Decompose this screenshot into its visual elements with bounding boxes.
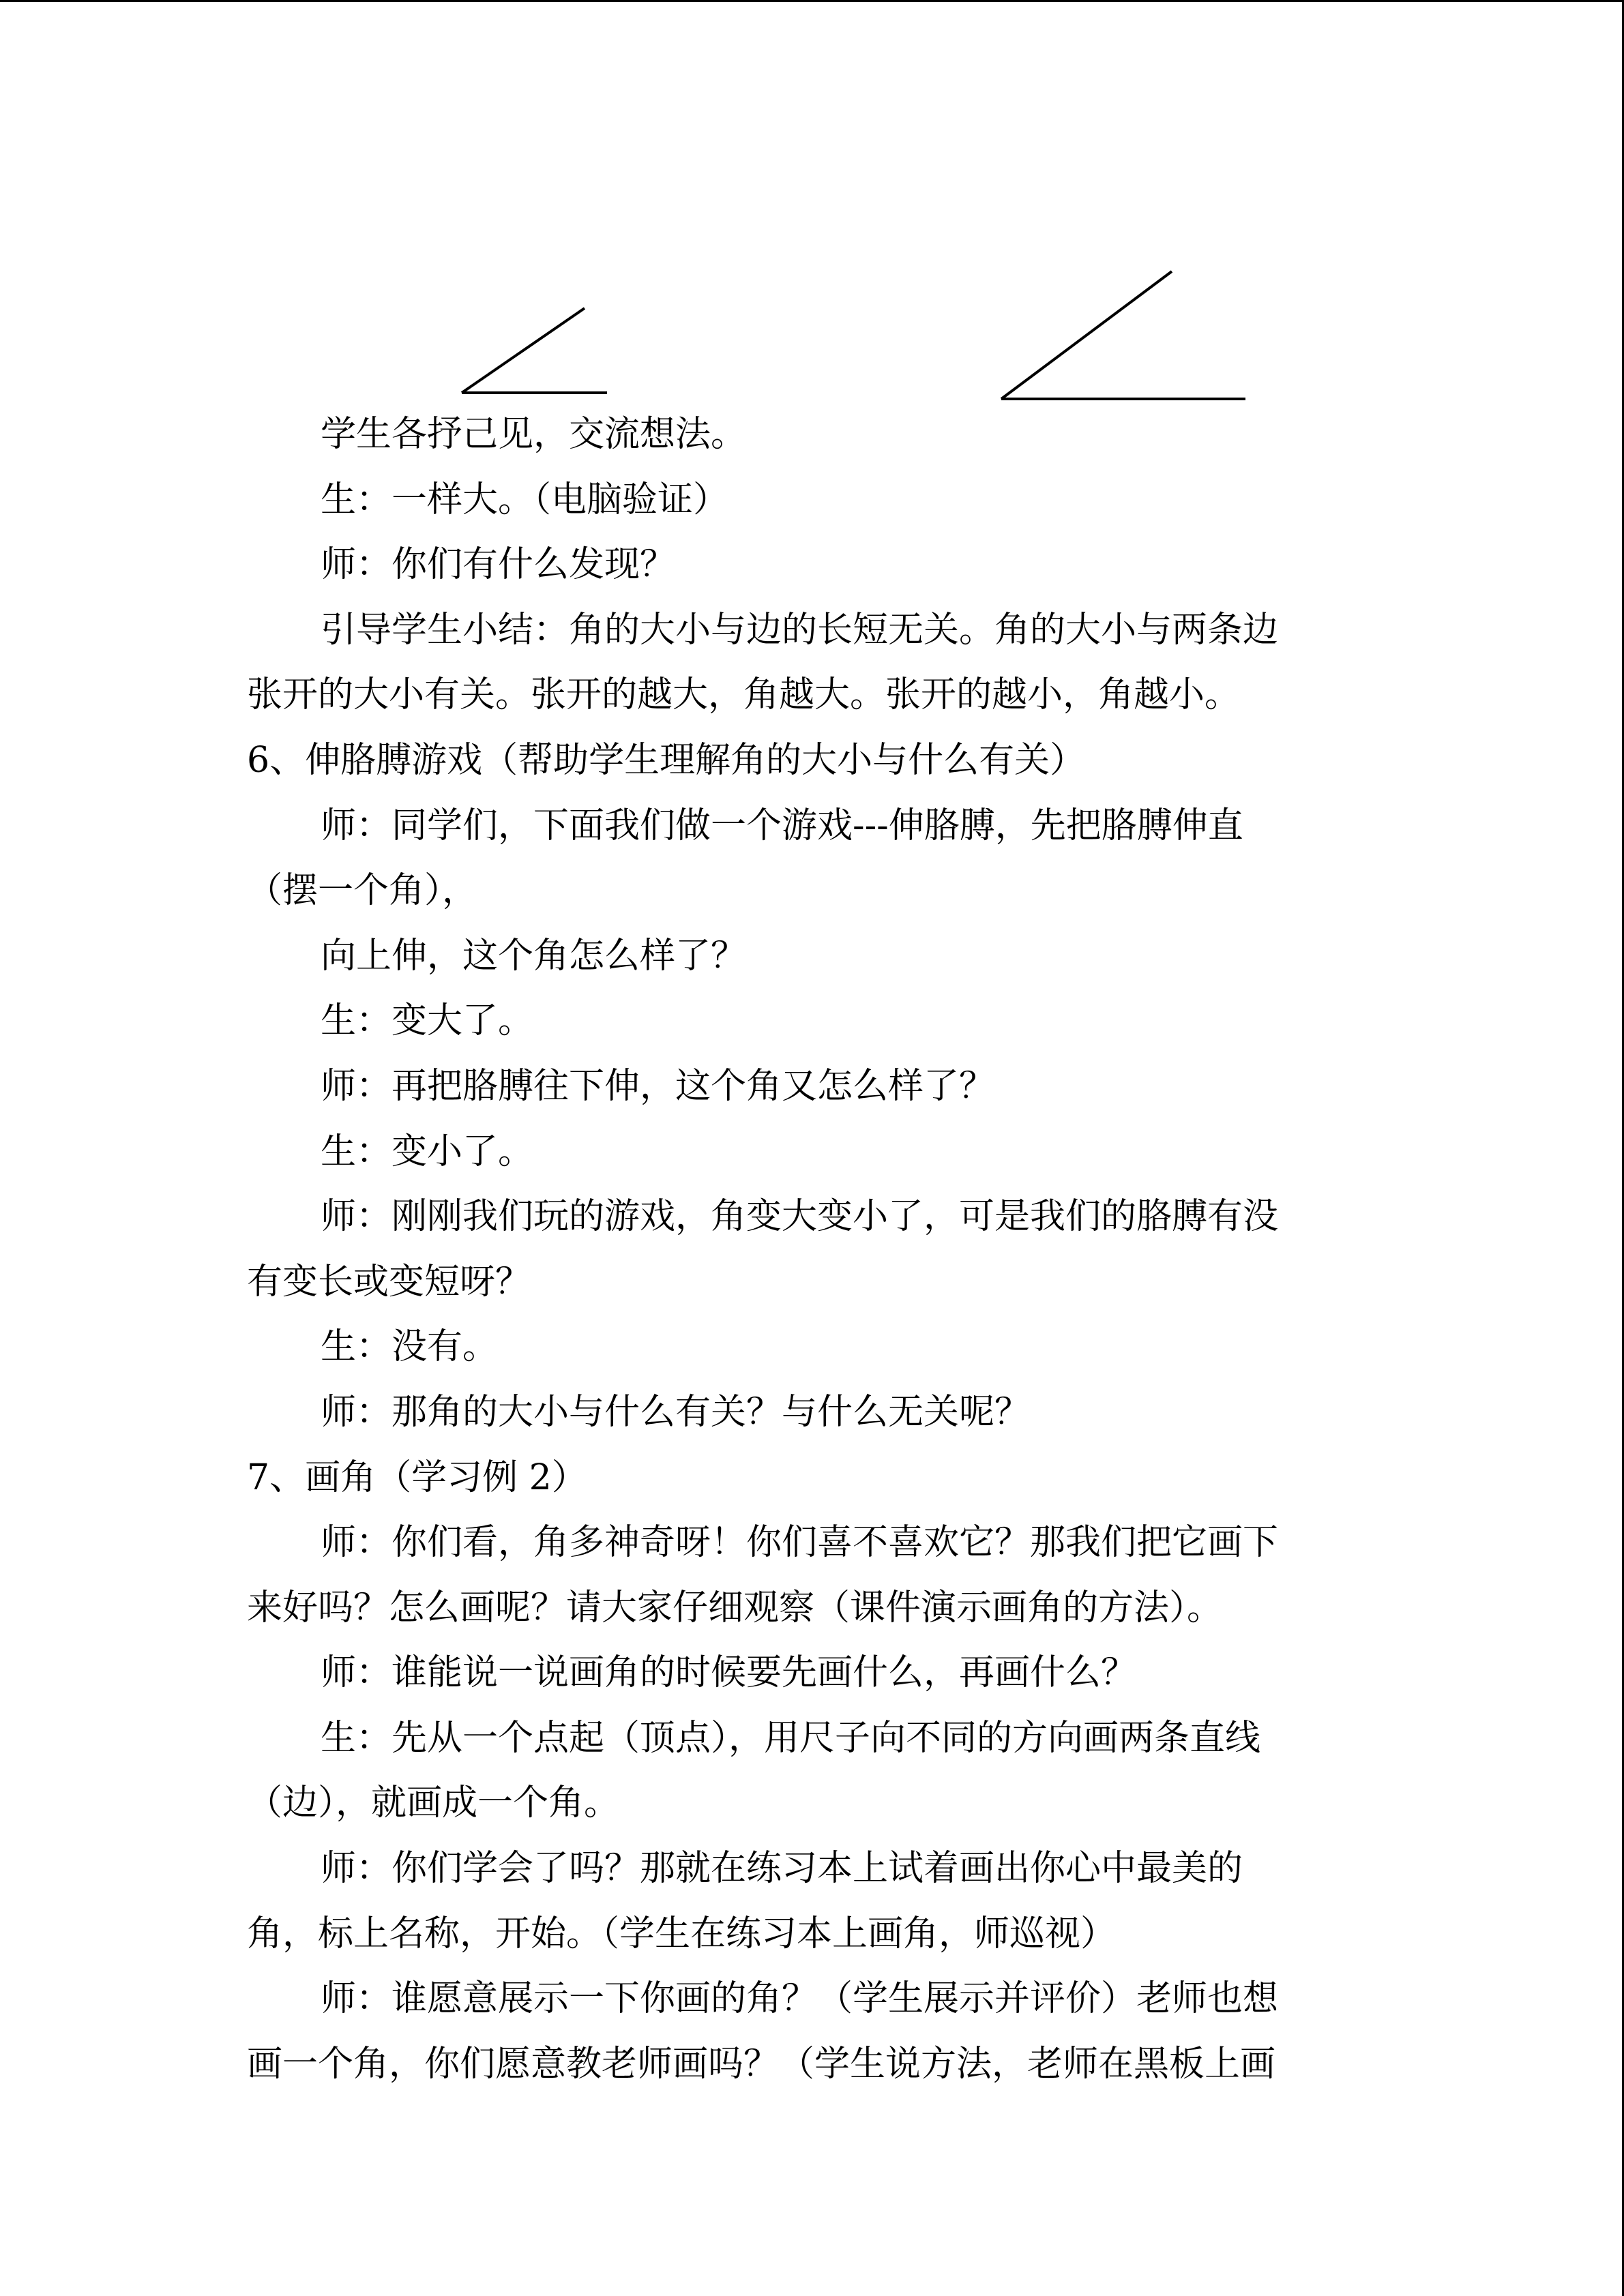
text-line: 师：你们有什么发现？ <box>321 544 676 586</box>
text-line: 师：谁能说一说画角的时候要先画什么，再画什么？ <box>321 1652 1137 1694</box>
text-line: 生：没有。 <box>321 1326 499 1368</box>
text-line: 引导学生小结：角的大小与边的长短无关。角的大小与两条边 <box>321 609 1279 651</box>
text-line: 生：变小了。 <box>321 1131 534 1172</box>
text-line: 师：谁愿意展示一下你画的角？（学生展示并评价）老师也想 <box>321 1978 1279 2020</box>
text-line: 师：刚刚我们玩的游戏，角变大变小了，可是我们的胳膊有没 <box>321 1196 1279 1238</box>
large-angle <box>1001 271 1245 399</box>
text-line: （边），就画成一个角。 <box>247 1783 620 1824</box>
text-line: 师：再把胳膊往下伸，这个角又怎么样了？ <box>321 1065 995 1107</box>
text-line: 角，标上名称，开始。（学生在练习本上画角，师巡视） <box>247 1913 1117 1954</box>
text-line: 师：那角的大小与什么有关？与什么无关呢？ <box>321 1391 1031 1433</box>
section-heading: 6、伸胳膊游戏（帮助学生理解角的大小与什么有关） <box>247 739 1086 781</box>
small-angle-upper-side <box>462 308 585 393</box>
text-line: 生：变大了。 <box>321 1000 534 1042</box>
angle-figure <box>0 0 1624 423</box>
text-line: 画一个角，你们愿意教老师画吗？（学生说方法，老师在黑板上画 <box>247 2043 1276 2085</box>
section-heading: 7、画角（学习例 2） <box>247 1457 587 1498</box>
text-line: 有变长或变短呀？ <box>247 1261 531 1302</box>
lesson-text <box>247 402 1352 2097</box>
text-line: 师：你们看，角多神奇呀！你们喜不喜欢它？那我们把它画下 <box>321 1522 1279 1564</box>
text-line: （摆一个角）， <box>247 870 478 912</box>
small-angle <box>462 308 607 393</box>
text-line: 来好吗？怎么画呢？请大家仔细观察（课件演示画角的方法）。 <box>247 1587 1223 1628</box>
text-line: 师：你们学会了吗？那就在练习本上试着画出你心中最美的 <box>321 1848 1243 1890</box>
text-line: 学生各抒己见，交流想法。 <box>321 414 747 455</box>
text-line: 生：一样大。（电脑验证） <box>321 479 729 520</box>
text-line: 生：先从一个点起（顶点），用尺子向不同的方向画两条直线 <box>321 1717 1261 1759</box>
large-angle-upper-side <box>1001 271 1172 399</box>
text-line: 张开的大小有关。张开的越大，角越大。张开的越小，角越小。 <box>247 674 1241 716</box>
text-line: 向上伸，这个角怎么样了？ <box>321 935 747 976</box>
text-line: 师：同学们，下面我们做一个游戏---伸胳膊，先把胳膊伸直 <box>321 805 1243 846</box>
